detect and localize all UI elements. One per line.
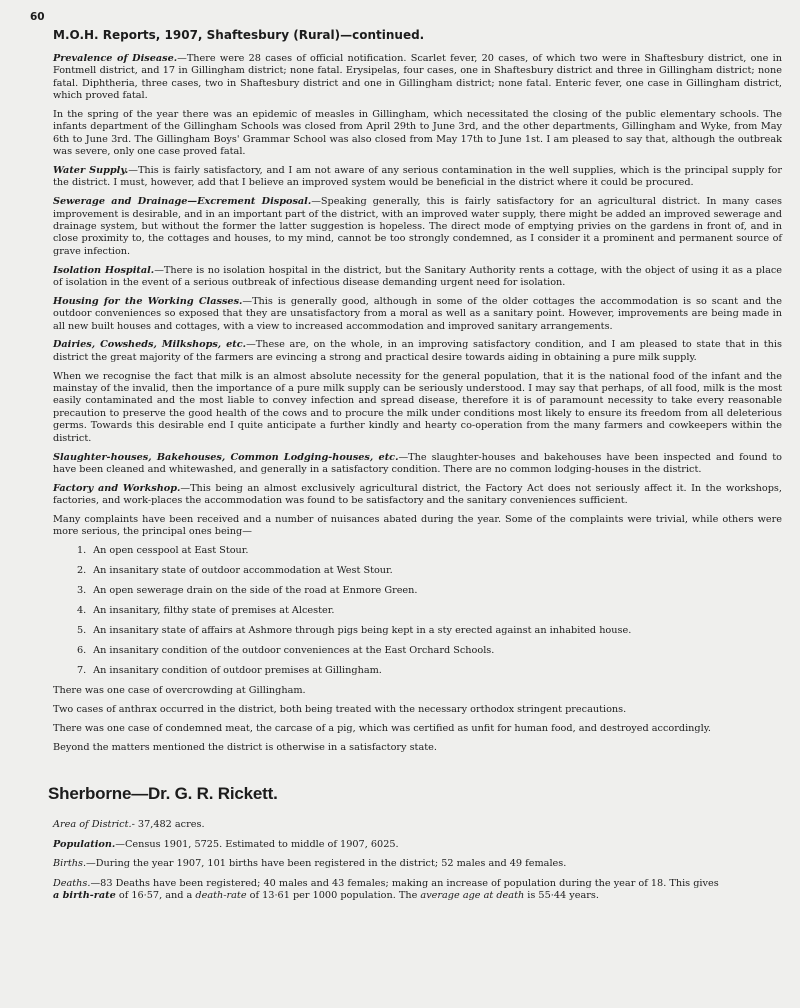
list-item — [77, 625, 782, 637]
list-item — [77, 645, 782, 657]
paragraph-text: When we recognise the fact that milk is an almost absolute necessity for the general population, that it is the national food of the infant and the mainstay of the invalid, then the importance of a pure milk supply can be seriously understood. I may say that perhaps, of all food, milk is the most easily contaminated and the most liable to convey infection and spread disease, therefore it is of paramount necessity to take every reasonable precaution to preserve the good health of the cows and to procure the milk under conditions most likely to ensure its freedom from all deleterious germs. Towards this desirable end I quite anticipate a further kindly and hearty co-operation from the many farmers and cowkeepers within the district. — [53, 370, 782, 444]
paragraph-heading: Prevalence of Disease. — [53, 53, 178, 64]
paragraph — [53, 109, 782, 159]
list-item-number: 4. — [77, 605, 87, 617]
list-item-text: An insanitary condition of the outdoor conveniences at the East Orchard Schools. — [93, 645, 495, 657]
complaints-list — [53, 545, 782, 677]
list-item-text: An open sewerage drain on the side of the road at Enmore Green. — [93, 585, 418, 597]
stat-text: a — [53, 890, 63, 902]
paragraph-heading: Factory and Workshop. — [53, 482, 181, 494]
stat-label: average age at death — [420, 890, 525, 902]
stat-label: death-rate — [195, 890, 247, 902]
list-item-number: 2. — [77, 565, 87, 577]
paragraph-text: —Speaking generally, this is fairly satisfactory for an agricultural district. In many cases improvement is desirable, and in an important part of the district, with an improved water supply, there might be added an improved sewerage and drainage system, but without the former the latter suggestion is hopeless. The direct mode of emptying privies on the gardens in front of, and in close proximity to, the cottages and houses, to my mind, cannot be too strongly condemned, as I consider it a prominent and permanent source of grave infection. — [53, 196, 782, 257]
paragraph-text: —The slaughter-houses and bakehouses have been inspected and found to have been cleaned and whitewashed, and generally in a satisfactory condition. There are no common lodging-houses in the district. — [53, 451, 783, 475]
list-item-text: An insanitary, filthy state of premises at Alcester. — [93, 605, 335, 617]
paragraph-heading: Dairies, Cowsheds, Milkshops, etc. — [53, 339, 247, 351]
births-line — [53, 858, 782, 870]
paragraph-heading: Slaughter-houses, Bakehouses, Common Lodging-houses, etc. — [53, 451, 399, 463]
paragraph-text: —There were 28 cases of official notification. Scarlet fever, 20 cases, of which two were in Shaftesbury district, one in Fontmell district, and 17 in Gillingham district; none fatal. Erysipelas, four cases, one in Shaftesbury district and three in Gillingham district; none fatal. Diphtheria, three cases, two in Shaftesbury district and one in Gillingham district; none fatal. Enteric fever, one case in Gillingham district, which proved fatal. — [53, 53, 782, 102]
paragraph — [53, 514, 782, 539]
stat-label: Deaths. — [53, 877, 91, 889]
list-item-number: 3. — [77, 585, 87, 597]
list-item — [77, 585, 782, 597]
stat-value: is 55·44 years. — [524, 890, 599, 902]
stat-value: —During the year 1907, 101 births have been registered in the district; 52 males and 49 females. — [86, 858, 567, 870]
stat-value: —Census 1901, 5725. Estimated to middle of 1907, 6025. — [115, 838, 399, 850]
paragraph — [53, 165, 782, 190]
statistics-block — [53, 819, 782, 903]
paragraph — [53, 296, 782, 333]
paragraph — [53, 452, 782, 477]
population-line — [53, 839, 782, 851]
paragraph-text: —These are, on the whole, in an improving satisfactory condition, and I am pleased to state that in this district the great majority of the farmers are evincing a strong and practical desire towards aiding in obtaining a pure milk supply. — [53, 339, 782, 363]
paragraph-text: —This is fairly satisfactory, and I am not aware of any serious contamination in the well supplies, which is the principal supply for the district. I must, however, add that I believe an improved system would be beneficial in the district where it could be procured. — [53, 165, 783, 189]
list-item-text: An open cesspool at East Stour. — [93, 545, 249, 557]
stat-value: —83 Deaths have been registered; 40 males and 43 females; making an increase of population during the year of 18. This gives — [90, 877, 719, 889]
paragraph-heading: Isolation Hospital. — [53, 264, 155, 276]
list-item — [77, 665, 782, 677]
list-item-text: An insanitary state of affairs at Ashmore through pigs being kept in a sty erected against an inhabited house. — [93, 625, 632, 637]
paragraph-text: Many complaints have been received and a number of nuisances abated during the year. Some of the complaints were trivial, while others were more serious, the principal ones being— — [53, 513, 782, 538]
closing-paragraph: There was one case of overcrowding at Gillingham. — [53, 685, 306, 697]
paragraph-text: —This being an almost exclusively agricultural district, the Factory Act does not seriously affect it. In the workshops, factories, and work-places the accommodation was found to be satisfactory and the sanitary conveniences sufficient. — [53, 482, 782, 507]
list-item-text: An insanitary state of outdoor accommodation at West Stour. — [93, 565, 393, 577]
paragraph — [53, 196, 782, 258]
list-item-text: An insanitary condition of outdoor premises at Gillingham. — [93, 665, 382, 677]
paragraph — [53, 53, 782, 103]
stat-value: - 37,482 acres. — [131, 818, 205, 830]
stat-label: Births. — [53, 858, 87, 870]
paragraph-text: —This is generally good, although in some of the older cottages the accommodation is so scant and the outdoor conveniences so exposed that they are unsatisfactory from a moral as well as a sanitary point. However, improvements are being made in all new built houses and cottages, with a view to increased accommodation and improved sanitary arrangements. — [53, 295, 782, 332]
stat-label: Area of District. — [53, 818, 132, 830]
paragraph-text: In the spring of the year there was an epidemic of measles in Gillingham, which necessitated the closing of the public elementary schools. The infants department of the Gillingham Schools was closed from April 29th to June 3rd, and the other departments, Gillingham and Wyke, from May 6th to June 3rd. The Gillingham Boys' Grammar School was also closed from May 17th to June 1st. I am pleased to say that, although the outbreak was severe, only one case proved fatal. — [53, 109, 782, 158]
list-item-number: 5. — [77, 625, 87, 637]
section-title: Sherborne—Dr. G. R. Rickett. — [48, 783, 278, 803]
stat-label: birth-rate — [62, 890, 116, 902]
closing-paragraph: Two cases of anthrax occurred in the district, both being treated with the necessary orthodox stringent precautions. — [53, 703, 627, 715]
paragraph-text: —There is no isolation hospital in the district, but the Sanitary Authority rents a cottage, with the object of using it as a place of isolation in the event of a serious outbreak of infectious disease demanding urgent need for isolation. — [53, 264, 782, 289]
stat-label: Population. — [53, 838, 116, 850]
area-line — [53, 819, 782, 831]
list-item-number: 7. — [77, 665, 87, 677]
stat-value: of 16·57, and a — [115, 890, 196, 902]
closing-paragraph: There was one case of condemned meat, the carcase of a pig, which was certified as unfit for human food, and destroyed accordingly. — [53, 722, 711, 734]
list-item — [77, 565, 782, 577]
deaths-line — [53, 878, 782, 903]
paragraph — [53, 483, 782, 508]
page-number: 60 — [30, 11, 45, 23]
list-item — [77, 545, 782, 557]
list-item-number: 1. — [77, 545, 87, 557]
list-item — [77, 605, 782, 617]
running-header: M.O.H. Reports, 1907, Shaftesbury (Rural)—continued. — [53, 28, 425, 42]
paragraph — [53, 265, 782, 290]
stat-value: of 13·61 per 1000 population. The — [246, 890, 421, 902]
paragraph — [53, 339, 782, 364]
paragraph-heading: Sewerage and Drainage—Excrement Disposal. — [53, 196, 312, 208]
paragraph-heading: Housing for the Working Classes. — [53, 295, 243, 307]
report-body — [53, 53, 782, 754]
list-item-number: 6. — [77, 645, 87, 657]
paragraph-heading: Water Supply. — [53, 165, 129, 177]
paragraph — [53, 371, 782, 445]
closing-paragraph: Beyond the matters mentioned the district is otherwise in a satisfactory state. — [53, 741, 437, 753]
